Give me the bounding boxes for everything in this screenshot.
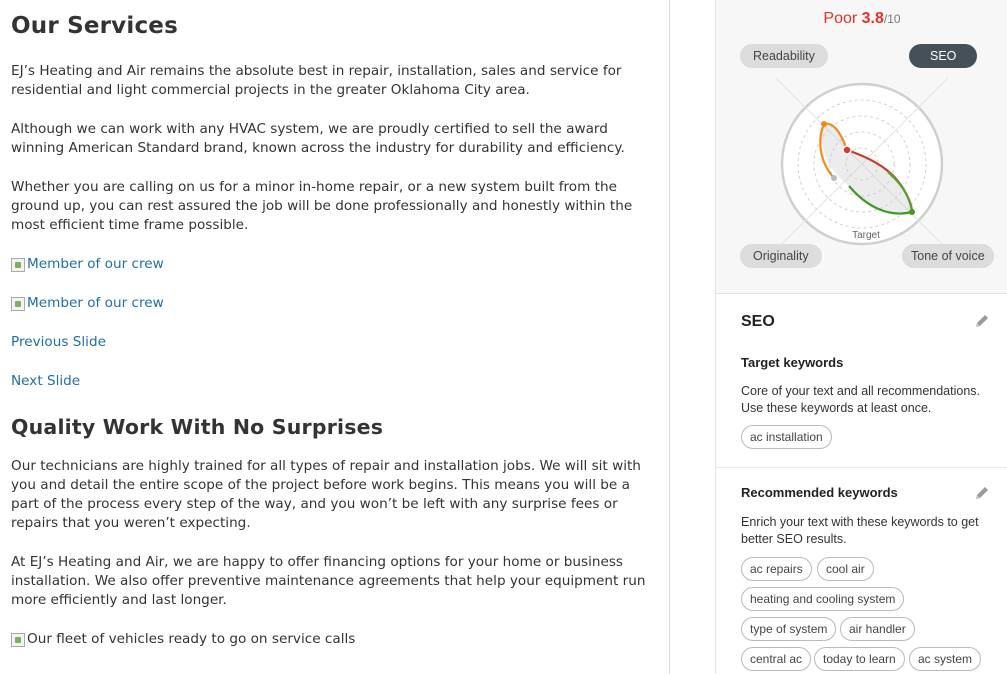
score-label: Poor: [823, 10, 858, 27]
paragraph-3: Whether you are calling on us for a minor in-home repair, or a new system built from the ground up, you can rest assured the job will be done professionally and honestly within the most efficient time frame possible.: [11, 179, 633, 233]
score-box: [716, 0, 1007, 294]
recommended-section: [716, 468, 1007, 674]
paragraph-2: Although we can work with any HVAC system, we are proudly certified to sell the award winning American Standard brand, known across the industry for durability and efficiency.: [11, 121, 625, 156]
seo-panel: [715, 0, 1007, 674]
keyword-pill[interactable]: heating and cooling system: [741, 587, 904, 611]
broken-image-icon: [11, 633, 25, 647]
keyword-pill[interactable]: air handler: [840, 617, 915, 641]
recommended-keywords-title: Recommended keywords: [741, 485, 898, 500]
broken-image-icon: [11, 258, 25, 272]
target-keywords-description: Core of your text and all recommendations. Use these keywords at least once.: [741, 384, 981, 415]
paragraph-1: EJ’s Heating and Air remains the absolute best in repair, installation, sales and service for residential and light commercial projects in the greater Oklahoma City area.: [11, 63, 622, 98]
tab-seo[interactable]: SEO: [909, 44, 977, 68]
crew-image-1-alt: Member of our crew: [27, 256, 164, 272]
fleet-image[interactable]: [11, 630, 657, 649]
pencil-icon[interactable]: [973, 484, 991, 502]
crew-image-2[interactable]: [11, 294, 657, 313]
overall-score: [716, 10, 1007, 28]
tab-readability[interactable]: Readability: [740, 44, 828, 68]
radar-target-label: Target: [852, 230, 880, 241]
keyword-pill[interactable]: central ac: [741, 647, 811, 671]
score-max: /10: [883, 12, 901, 26]
keyword-pill[interactable]: ac installation: [741, 425, 832, 449]
keyword-pill[interactable]: today to learn: [814, 647, 905, 671]
keyword-pill[interactable]: type of system: [741, 617, 836, 641]
seo-section: [716, 294, 1007, 468]
recommended-keywords-description: Enrich your text with these keywords to get better SEO results.: [741, 515, 979, 546]
paragraph-4: Our technicians are highly trained for all types of repair and installation jobs. We will sit with you and detail the entire scope of the project before work begins. This means you will be a part of the process every step of the way, and you won’t be left with any surprise fees or repairs that you weren’t expecting.: [11, 458, 641, 531]
target-keywords-title: Target keywords: [741, 355, 844, 370]
keyword-pill[interactable]: cool air: [817, 557, 874, 581]
keyword-pill[interactable]: ac system: [909, 647, 981, 671]
seo-title: SEO: [741, 313, 775, 330]
pencil-icon[interactable]: [973, 312, 991, 330]
tab-originality[interactable]: Originality: [740, 244, 822, 268]
score-value: 3.8: [861, 10, 884, 27]
keyword-pill[interactable]: ac repairs: [741, 557, 812, 581]
crew-image-2-alt: Member of our crew: [27, 295, 164, 311]
heading-quality-work: Quality Work With No Surprises: [11, 415, 384, 439]
heading-our-services: Our Services: [11, 13, 178, 39]
crew-image-1[interactable]: [11, 255, 657, 274]
radar-chart: [776, 78, 948, 250]
fleet-image-alt: Our fleet of vehicles ready to go on service calls: [27, 631, 356, 647]
broken-image-icon: [11, 297, 25, 311]
next-slide-link[interactable]: Next Slide: [11, 373, 81, 389]
tab-tone-of-voice[interactable]: Tone of voice: [902, 244, 994, 268]
paragraph-5: At EJ’s Heating and Air, we are happy to offer financing options for your home or business installation. We also offer preventive maintenance agreements that help your equipment run more efficiently and last longer.: [11, 554, 646, 608]
previous-slide-link[interactable]: Previous Slide: [11, 334, 106, 350]
